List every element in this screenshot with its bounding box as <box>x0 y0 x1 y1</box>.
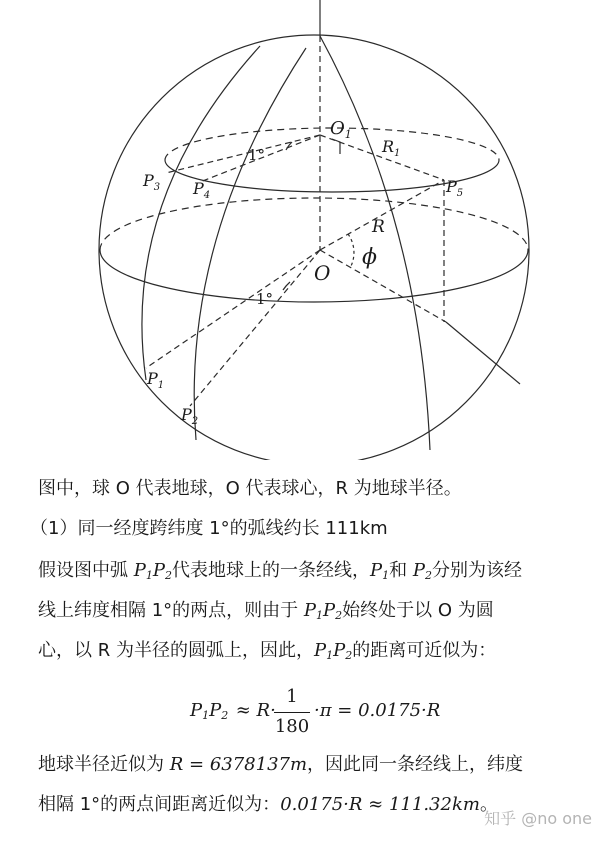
label-p4: $P_4$ <box>193 179 211 201</box>
label-r1: $R_1$ <box>382 137 401 159</box>
radius-o-p1 <box>146 250 320 368</box>
radius-o-outward-solid <box>446 322 520 384</box>
radius-o-outward <box>320 250 446 322</box>
sphere-outline <box>99 35 529 460</box>
label-p3: $P_3$ <box>143 171 161 193</box>
right-angle-mark <box>332 139 340 154</box>
label-phi: ϕ <box>362 245 377 270</box>
label-o: O <box>314 261 331 285</box>
watermark: 知乎 @no one <box>484 809 592 828</box>
equator-back <box>100 198 528 250</box>
label-o1: $O_1$ <box>330 118 352 141</box>
meridian-arc-front <box>320 36 430 450</box>
paragraph-line-7: 相隔 1°的两点间距离近似为：0.0175·R ≈ 111.32km。 <box>38 794 498 815</box>
phi-angle-arc <box>348 234 354 268</box>
paragraph-line-5: 心，以 R 为半径的圆弧上，因此，$P_1P_2$的距离可近似为： <box>38 640 497 662</box>
radius-o-p2 <box>190 250 320 406</box>
label-deg-top: 1° <box>248 146 266 164</box>
angle-arc-mid <box>283 282 290 290</box>
label-p5: $P_5$ <box>446 177 464 199</box>
label-p2: $P_2$ <box>181 405 199 427</box>
label-deg-mid: 1° <box>256 290 274 308</box>
radius-o1-p3 <box>166 135 320 173</box>
meridian-arc-left <box>142 46 260 380</box>
paragraph-line-1: 图中，球 O 代表地球，O 代表球心，R 为地球半径。 <box>38 478 462 499</box>
label-p1: $P_1$ <box>147 369 165 391</box>
paragraph-line-3: 假设图中弧 $P_1P_2$代表地球上的一条经线，$P_1$和 $P_2$分别为该经 <box>38 560 522 582</box>
section-heading: （1）同一经度跨纬度 1°的弧线约长 111km <box>30 518 388 539</box>
label-r: R <box>372 217 385 237</box>
paragraph-line-4: 线上纬度相隔 1°的两点，则由于 $P_1P_2$始终处于以 O 为圆 <box>38 600 494 622</box>
paragraph-line-6: 地球半径近似为 R = 6378137m，因此同一条经线上，纬度 <box>38 754 524 775</box>
